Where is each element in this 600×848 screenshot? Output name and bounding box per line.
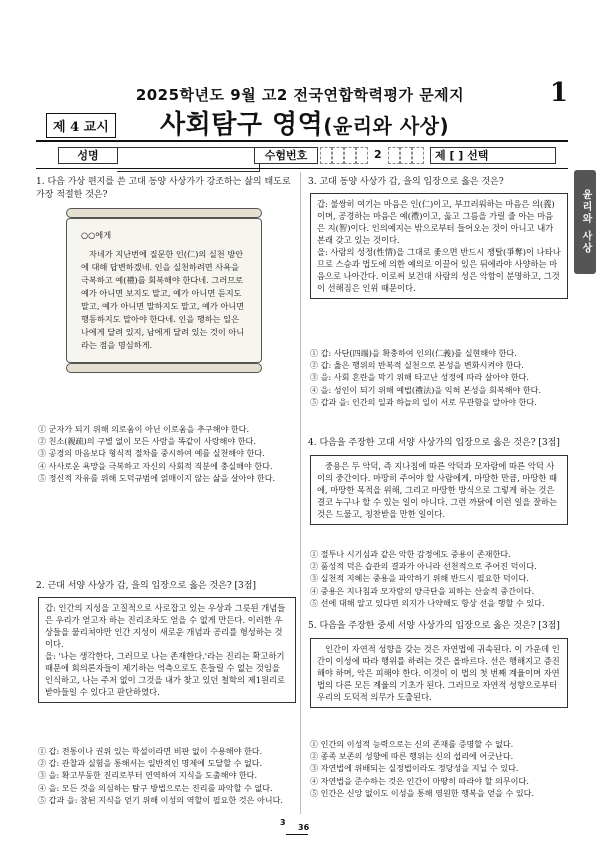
q5-option[interactable]: ② 종족 보존의 성향에 따른 행위는 신의 섭리에 어긋난다. (310, 751, 514, 762)
column-divider (300, 172, 301, 814)
q2-option[interactable]: ⑤ 갑과 을: 참된 지식을 얻기 위해 이성의 역할이 필요한 것은 아니다. (38, 794, 283, 805)
q1-option[interactable]: ④ 사사로운 욕망을 극복하고 자신의 사회적 직분에 충실해야 한다. (38, 460, 273, 471)
q1-option[interactable]: ① 군자가 되기 위해 의로움이 아닌 이로움을 추구해야 한다. (38, 424, 250, 434)
q2-option[interactable]: ① 갑: 전통이나 권위 있는 학설이라면 비판 없이 수용해야 한다. (38, 746, 263, 756)
exam-no-digit: 2 (374, 148, 382, 161)
q3-stem: 3. 고대 동양 사상가 갑, 을의 입장으로 옳은 것은? (308, 177, 504, 187)
q1-greeting: ○○에게 (81, 230, 112, 240)
q1-stem: 1. 다음 가상 편지를 쓴 고대 동양 사상가가 강조하는 삶의 태도로 가장 적절한 것은? (36, 177, 291, 200)
q3-option[interactable]: ⑤ 갑과 을: 인간의 일과 하늘의 일이 서로 무관함을 알아야 한다. (310, 396, 537, 407)
exam-no-label: 수험번호 (254, 147, 318, 164)
subject-side-tab: 윤리와 사상 (574, 170, 596, 274)
exam-no-cell (344, 147, 356, 164)
q3-option[interactable]: ① 갑: 사단(四端)을 확충하여 인의(仁義)를 실현해야 한다. (310, 348, 517, 358)
scroll-bottom-roll (66, 363, 262, 373)
q2-statement-a: 갑: 인간의 지성을 고질적으로 사로잡고 있는 우상과 그릇된 개념들은 우리가 얻고자 하는 진리조차도 얻을 수 없게 만든다. 이러한 우상들을 물리쳐야만 인간 지성이 새로운 개념과 공리를 형성하는 것이다. (45, 603, 286, 649)
q4-option[interactable]: ⑤ 선에 대해 알고 있다면 의지가 나약해도 항상 선을 행할 수 있다. (310, 597, 545, 608)
footer-page: 3 (280, 818, 286, 827)
name-label: 성명 (58, 147, 118, 164)
q1-options (38, 423, 298, 484)
footer-total: 36 (298, 823, 310, 832)
q4-option[interactable]: ① 절투나 시기심과 같은 악한 감정에도 중용이 존재한다. (310, 549, 511, 559)
q5-options (310, 738, 568, 799)
session-label: 제 4 교시 (46, 113, 116, 138)
subject-sub: (윤리와 사상) (323, 114, 450, 138)
exam-no-cell (412, 147, 424, 164)
exam-title: 2025학년도 9월 고2 전국연합학력평가 문제지 (135, 86, 465, 104)
q2-stem: 2. 근대 서양 사상가 갑, 을의 입장으로 옳은 것은? [3점] (36, 581, 256, 591)
exam-no-cell (388, 147, 400, 164)
q1-letter-text: 자네가 지난번에 질문한 인(仁)의 실천 방안에 대해 답변하겠네. 인을 실천하려면 사욕을 극복하고 예(禮)를 회복해야 한다네. 그러므로 예가 아니면 보지도 말고, 예가 아니면 듣지도 말고, 예가 아니면 말하지도 말고, 예가 아니면 행동하지도 말아야 한다네. 인을 행하는 일은 나에게 달려 있지, 남에게 달려 있는 것이 아니라는 점을 명심하게. (81, 249, 245, 350)
q1-option[interactable]: ⑤ 정신적 자유를 위해 도덕규범에 얽매이지 않는 삶을 살아야 한다. (38, 472, 276, 483)
q3-option[interactable]: ④ 을: 성인이 되기 위해 예법(禮法)을 익혀 본성을 회복해야 한다. (310, 384, 542, 395)
q1-scroll (66, 208, 262, 373)
subject-title (160, 104, 449, 141)
q5-stem: 5. 다음을 주장한 중세 서양 사상가의 입장으로 옳은 것은? [3점] (308, 621, 560, 631)
q4-box: 중용은 두 악덕, 즉 지나침에 따른 악덕과 모자람에 따른 악덕 사이의 중간이다. 마땅히 주어야 할 사람에게, 마땅한 만큼, 마땅한 때에, 마땅한 목적을 위해, 그리고 마땅한 방식으로 그렇게 하는 것은 결코 누구나 할 수 있는 일이 아니다. 그런 까닭에 이런 일을 잘하는 것은 드물고, 칭찬받을 만한 일이다. (310, 455, 568, 525)
q3-statement-b: 을: 사람의 성정(性情)을 그대로 좇으면 반드시 쟁탈(爭奪)이 나타나므로 스승과 법도에 의한 예의로 이끌어 있은 뒤에라야 사양하는 마음으로 나아간다. 이로써 보건대 사람의 성은 악함이 분명하고, 그것이 선해짐은 인위 때문이다. (317, 247, 561, 293)
q3-option[interactable]: ② 갑: 옳은 행위의 반복적 실천으로 본성을 변화시켜야 한다. (310, 360, 524, 371)
q5-option[interactable]: ④ 자연법을 준수하는 것은 인간이 마땅히 따라야 할 의무이다. (310, 775, 529, 786)
page-number: 1 (549, 78, 568, 108)
choice-label: 제 [ ] 선택 (430, 147, 556, 164)
q4-option[interactable]: ② 품성적 덕은 습관의 결과가 아니라 선천적으로 주어진 덕이다. (310, 561, 537, 572)
q5-option[interactable]: ③ 자연법에 위배되는 실정법이라도 정당성을 지닐 수 있다. (310, 763, 519, 774)
q4-stem: 4. 다음을 주장한 고대 서양 사상가의 입장으로 옳은 것은? [3점] (308, 438, 560, 448)
info-bar (58, 146, 558, 164)
q2-box (38, 597, 296, 703)
q4-options (310, 548, 568, 609)
exam-no-cell (400, 147, 412, 164)
q5-option[interactable]: ⑤ 인간은 신앙 없이도 이성을 통해 영원한 행복을 얻을 수 있다. (310, 787, 535, 798)
q3-statement-a: 갑: 불쌍히 여기는 마음은 인(仁)이고, 부끄러워하는 마음은 의(義)이며, 공경하는 마음은 예(禮)이고, 옳고 그름을 가릴 줄 아는 마음은 지(智)이다. 인의예지는 밖으로부터 들어오는 것이 아니고 내가 본래 갖고 있는 것이다. (317, 199, 555, 245)
info-rule (36, 168, 568, 169)
q5-box: 인간이 자연적 성향을 갖는 것은 자연법에 귀속된다. 이 가운데 인간이 이성에 따라 행위를 하려는 것은 올바르다. 선은 행해지고 증진해야 하며, 악은 피해야 한다. 이것이 이 법의 첫 번째 계율이며 자연법의 다른 모든 계율의 기초가 된다. 그러므로 자연적 성향으로부터 우리의 도덕적 의무가 도출된다. (310, 638, 568, 708)
q4-option[interactable]: ④ 중용은 지나침과 모자람의 양극단을 피하는 산술적 중간이다. (310, 585, 535, 596)
q4-option[interactable]: ③ 실천적 지혜는 중용을 파악하기 위해 반드시 필요한 덕이다. (310, 573, 529, 584)
exam-no-cell (332, 147, 344, 164)
q1-option[interactable]: ③ 공경의 마음보다 형식적 절차를 중시하여 예를 실천해야 한다. (38, 448, 265, 459)
header-rule (36, 140, 568, 142)
scroll-top-roll (66, 208, 262, 218)
q2-option[interactable]: ② 갑: 관찰과 실험을 통해서는 일반적인 명제에 도달할 수 없다. (38, 758, 263, 769)
exam-no-cell (356, 147, 368, 164)
q2-option[interactable]: ③ 을: 확고부동한 진리로부터 연역하여 지식을 도출해야 한다. (38, 770, 258, 781)
q3-option[interactable]: ③ 을: 사회 혼란을 막기 위해 타고난 성정에 따라 살아야 한다. (310, 372, 529, 383)
q3-options (310, 347, 568, 408)
exam-no-cell (320, 147, 332, 164)
q1-letter-box (66, 218, 262, 363)
q2-options (38, 745, 298, 806)
q2-option[interactable]: ④ 을: 모든 것을 의심하는 탐구 방법으로는 진리를 파악할 수 없다. (38, 782, 273, 793)
q5-option[interactable]: ① 인간의 이성적 능력으로는 신의 존재를 증명할 수 없다. (310, 739, 514, 749)
q3-box (310, 193, 568, 299)
q2-statement-b: 을: '나는 생각한다, 그러므로 나는 존재한다.'라는 진리는 확고하기 때문에 회의론자들이 제기하는 억측으로도 흔들릴 수 없는 것임을 인식하고, 나는 주저 없이 그것을 내가 찾고 있던 철학의 제1원리로 받아들일 수 있다고 판단하였다. (45, 651, 286, 697)
subject-main: 사회탐구 영역 (160, 110, 324, 140)
q1-option[interactable]: ② 친소(親疏)의 구별 없이 모든 사람을 똑같이 사랑해야 한다. (38, 436, 256, 447)
